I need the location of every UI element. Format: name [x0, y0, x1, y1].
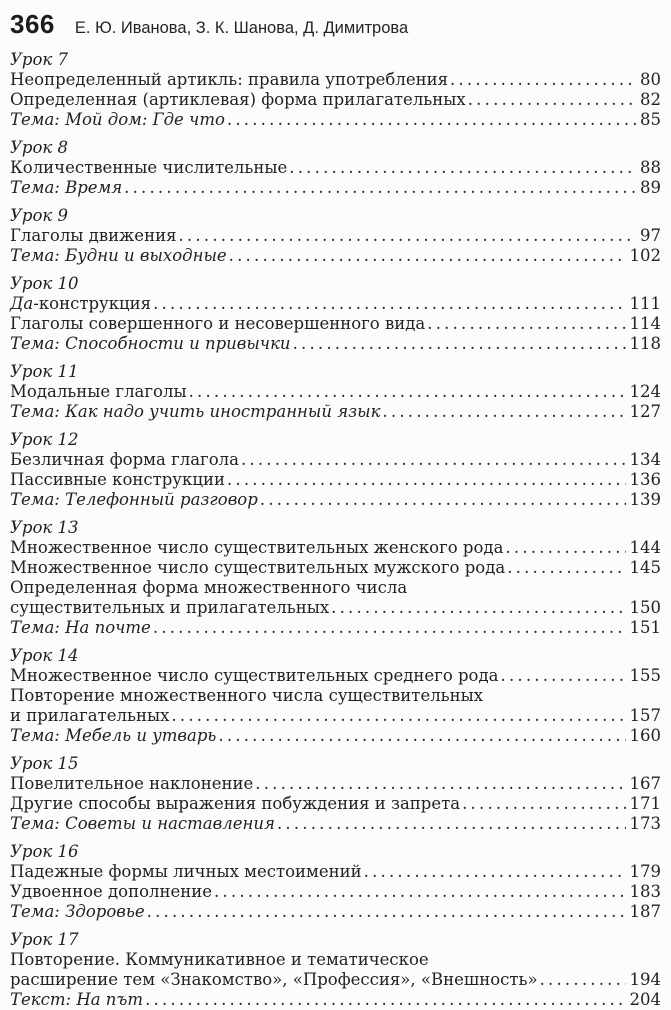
entry-page-number: 114 [629, 314, 661, 333]
toc-section [10, 206, 661, 266]
dot-leader [331, 598, 625, 618]
entry-page-number: 167 [629, 774, 661, 793]
entry-title: Тема: Как надо учить иностранный язык [10, 402, 381, 421]
entry-title: Глаголы совершенного и несовершенного вида [10, 314, 426, 333]
lesson-heading: Урок 7 [10, 50, 69, 69]
toc-section [10, 754, 661, 834]
dot-leader [153, 294, 625, 314]
entry-title: Тема: Будни и выходные [10, 246, 227, 265]
lesson-heading: Урок 14 [10, 646, 79, 665]
dot-leader [540, 970, 626, 990]
entry-title: Пассивные конструкции [10, 470, 225, 489]
entry-page-number: 139 [629, 490, 661, 509]
entry-title: Удвоенное дополнение [10, 882, 213, 901]
entry-title: Повелительное наклонение [10, 774, 254, 793]
toc-entry [10, 450, 661, 470]
toc-entry [10, 862, 661, 882]
entry-title-line1: Определенная форма множественного числа [10, 578, 408, 597]
entry-title: Тема: Телефонный разговор [10, 490, 258, 509]
dot-leader [505, 538, 625, 558]
toc-entry-continued [10, 578, 661, 598]
lesson-heading: Урок 17 [10, 930, 79, 949]
table-of-contents [10, 50, 661, 1010]
entry-page-number: 144 [629, 538, 661, 557]
entry-page-number: 127 [629, 402, 661, 421]
toc-entry [10, 558, 661, 578]
dot-leader [227, 110, 636, 130]
entry-page-number: 136 [629, 470, 661, 489]
entry-title: существительных и прилагательных [10, 598, 330, 617]
dot-leader [218, 726, 625, 746]
entry-title: Модальные глаголы [10, 382, 187, 401]
toc-section [10, 362, 661, 422]
lesson-heading: Урок 16 [10, 842, 79, 861]
entry-page-number: 111 [629, 294, 661, 313]
lesson-heading: Урок 13 [10, 518, 79, 537]
dot-leader [124, 178, 636, 198]
dot-leader [153, 618, 626, 638]
dot-leader [462, 794, 625, 814]
dot-leader [501, 666, 626, 686]
dot-leader [289, 158, 636, 178]
lesson-heading: Урок 11 [10, 362, 79, 381]
entry-page-number: 157 [629, 706, 661, 725]
dot-leader [468, 90, 636, 110]
dot-leader [427, 314, 625, 334]
dot-leader [507, 558, 625, 578]
entry-title: Другие способы выражения побуждения и запрета [10, 794, 461, 813]
toc-section [10, 274, 661, 354]
entry-title: Множественное число существительных мужского рода [10, 558, 506, 577]
entry-title-line1: Повторение. Коммуникативное и тематическое [10, 950, 429, 969]
dot-leader [229, 246, 626, 266]
entry-title: Тема: Советы и наставления [10, 814, 275, 833]
dot-leader [293, 334, 626, 354]
entry-title-italic-part: Да [10, 294, 34, 313]
toc-entry [10, 970, 661, 990]
entry-page-number: 194 [629, 970, 661, 989]
entry-page-number: 183 [629, 882, 661, 901]
lesson-heading: Урок 12 [10, 430, 79, 449]
entry-page-number: 160 [629, 726, 661, 745]
toc-section [10, 930, 661, 1010]
dot-leader [147, 902, 626, 922]
toc-entry [10, 314, 661, 334]
entry-title: Тема: Время [10, 178, 123, 197]
entry-page-number: 155 [629, 666, 661, 685]
dot-leader [277, 814, 626, 834]
entry-page-number: 187 [629, 902, 661, 921]
toc-entry [10, 902, 661, 922]
toc-entry [10, 110, 661, 130]
entry-title: -конструкция [33, 294, 152, 313]
entry-title: расширение тем «Знакомство», «Профессия», «Внешность» [10, 970, 538, 989]
toc-section [10, 842, 661, 922]
entry-page-number: 102 [629, 246, 661, 265]
entry-page-number: 134 [629, 450, 661, 469]
dot-leader [227, 470, 626, 490]
entry-page-number: 145 [629, 558, 661, 577]
toc-entry [10, 666, 661, 686]
toc-entry [10, 814, 661, 834]
dot-leader [260, 490, 626, 510]
dot-leader [145, 990, 625, 1010]
entry-title: Тема: Мой дом: Где что [10, 110, 225, 129]
dot-leader [214, 882, 625, 902]
entry-page-number: 82 [640, 90, 661, 109]
lesson-heading: Урок 10 [10, 274, 79, 293]
entry-title: Неопределенный артикль: правила употребления [10, 70, 448, 89]
dot-leader [364, 862, 626, 882]
toc-entry [10, 706, 661, 726]
entry-page-number: 89 [640, 178, 661, 197]
entry-title: Тема: Способности и привычки [10, 334, 291, 353]
toc-entry-continued [10, 950, 661, 970]
toc-section [10, 138, 661, 198]
toc-entry [10, 598, 661, 618]
entry-title: Текст: На път [10, 990, 144, 1009]
toc-entry [10, 618, 661, 638]
toc-entry [10, 538, 661, 558]
toc-entry [10, 226, 661, 246]
entry-page-number: 179 [629, 862, 661, 881]
toc-entry [10, 490, 661, 510]
entry-title: Безличная форма глагола [10, 450, 239, 469]
lesson-heading: Урок 8 [10, 138, 69, 157]
entry-title: Глаголы движения [10, 226, 177, 245]
dot-leader [382, 402, 625, 422]
toc-entry [10, 794, 661, 814]
entry-page-number: 173 [629, 814, 661, 833]
dot-leader [189, 382, 626, 402]
page-header [10, 9, 661, 40]
entry-title: Тема: Здоровье [10, 902, 145, 921]
dot-leader [241, 450, 626, 470]
entry-page-number: 124 [629, 382, 661, 401]
page-number: 366 [10, 9, 55, 39]
entry-page-number: 204 [629, 990, 661, 1009]
entry-page-number: 171 [629, 794, 661, 813]
toc-entry [10, 726, 661, 746]
toc-entry [10, 382, 661, 402]
dot-leader [255, 774, 625, 794]
toc-entry-continued [10, 686, 661, 706]
dot-leader [171, 706, 625, 726]
entry-page-number: 85 [640, 110, 661, 129]
entry-page-number: 150 [629, 598, 661, 617]
entry-title: и прилагательных [10, 706, 170, 725]
toc-entry [10, 402, 661, 422]
entry-title: Множественное число существительных женского рода [10, 538, 504, 557]
entry-page-number: 80 [640, 70, 661, 89]
entry-title-line1: Повторение множественного числа существительных [10, 686, 484, 705]
toc-entry [10, 990, 661, 1010]
entry-title: Тема: Мебель и утварь [10, 726, 217, 745]
dot-leader [178, 226, 636, 246]
entry-title: Определенная (артиклевая) форма прилагательных [10, 90, 466, 109]
toc-section [10, 646, 661, 746]
toc-entry [10, 882, 661, 902]
toc-entry [10, 470, 661, 490]
dot-leader [450, 70, 636, 90]
toc-entry [10, 334, 661, 354]
toc-entry [10, 70, 661, 90]
entry-page-number: 118 [629, 334, 661, 353]
lesson-heading: Урок 9 [10, 206, 69, 225]
entry-page-number: 88 [640, 158, 661, 177]
toc-section [10, 518, 661, 638]
entry-title: Множественное число существительных среднего рода [10, 666, 499, 685]
entry-page-number: 151 [629, 618, 661, 637]
toc-entry [10, 246, 661, 266]
toc-entry [10, 178, 661, 198]
entry-title: Падежные формы личных местоимений [10, 862, 362, 881]
toc-entry [10, 294, 661, 314]
toc-entry [10, 774, 661, 794]
entry-title: Количественные числительные [10, 158, 288, 177]
authors-running-head: Е. Ю. Иванова, З. К. Шанова, Д. Димитрова [74, 19, 409, 37]
toc-section [10, 430, 661, 510]
lesson-heading: Урок 15 [10, 754, 79, 773]
entry-page-number: 97 [640, 226, 661, 245]
toc-section [10, 50, 661, 130]
entry-title: Тема: На почте [10, 618, 151, 637]
toc-entry [10, 90, 661, 110]
toc-entry [10, 158, 661, 178]
